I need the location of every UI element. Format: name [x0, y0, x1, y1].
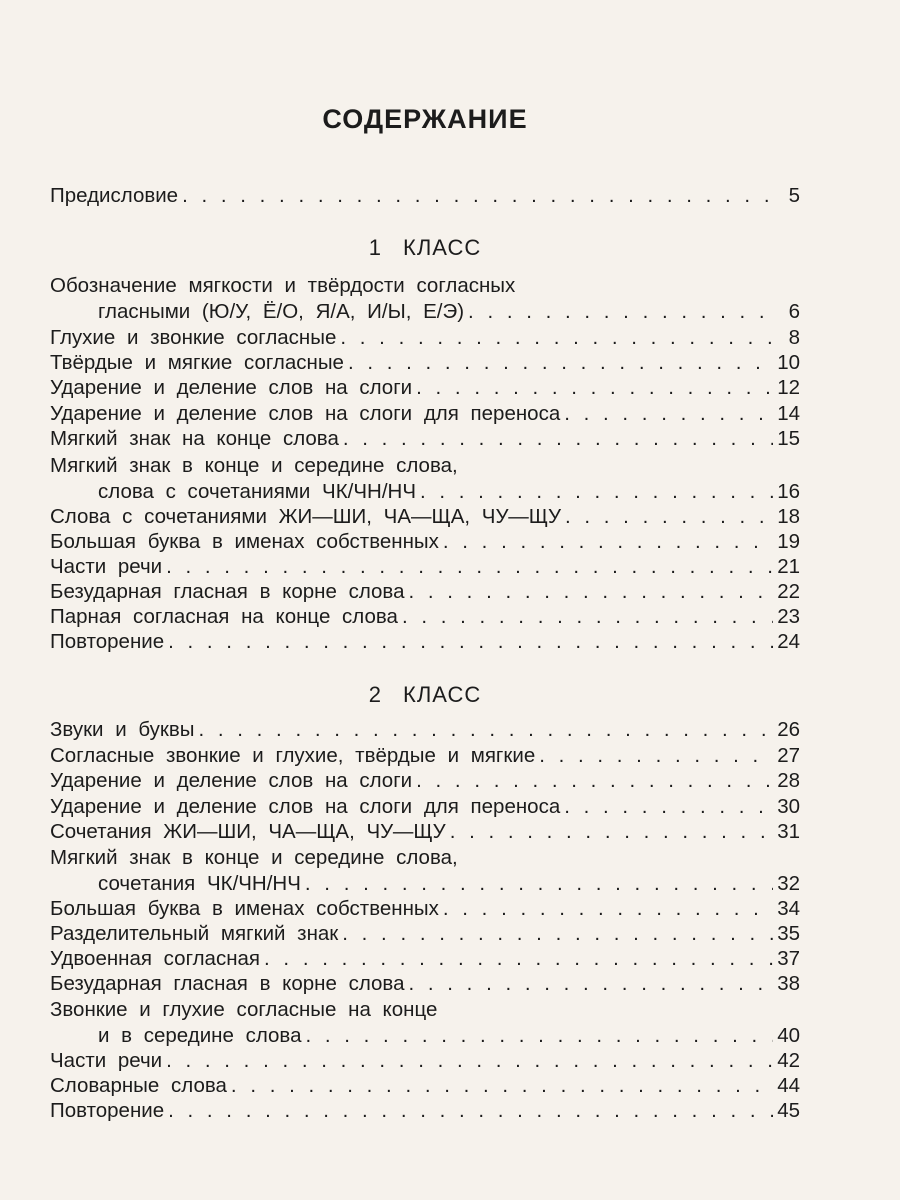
- entry-first-line: Мягкий знак в конце и середине слова,: [50, 846, 458, 869]
- dot-leader: [409, 972, 774, 996]
- toc-entry: [50, 580, 800, 604]
- entry-page: 30: [777, 795, 800, 818]
- entry-page: 15: [777, 427, 800, 450]
- dot-leader: [231, 1074, 773, 1098]
- entry-label: Ударение и деление слов на слоги для переноса: [50, 795, 561, 818]
- entry-label: сочетания ЧК/ЧН/НЧ: [98, 872, 301, 895]
- entry-label: и в середине слова: [98, 1024, 302, 1047]
- entry-page: 5: [788, 184, 800, 207]
- toc-entry: [50, 402, 800, 426]
- entry-page: 12: [777, 376, 800, 399]
- entry-first-line: Мягкий знак в конце и середине слова,: [50, 454, 458, 477]
- entry-page: 16: [777, 480, 800, 503]
- toc-entry: [50, 480, 800, 504]
- toc-entry: [50, 300, 800, 324]
- entry-label: Разделительный мягкий знак: [50, 922, 339, 945]
- dot-leader: [305, 1024, 773, 1048]
- dot-leader: [348, 351, 773, 375]
- entry-page: 42: [777, 1049, 800, 1072]
- entry-page: 21: [777, 555, 800, 578]
- entry-label: Безударная гласная в корне слова: [50, 972, 405, 995]
- toc-entry: [50, 630, 800, 654]
- entry-label: Ударение и деление слов на слоги для переноса: [50, 402, 561, 425]
- entry-page: 14: [777, 402, 800, 425]
- dot-leader: [416, 376, 773, 400]
- entry-page: 45: [777, 1099, 800, 1122]
- toc-entry: [50, 947, 800, 971]
- entry-page: 22: [777, 580, 800, 603]
- entry-page: 18: [777, 505, 800, 528]
- toc-entry: [50, 795, 800, 819]
- entry-label: Безударная гласная в корне слова: [50, 580, 405, 603]
- entry-label: Ударение и деление слов на слоги: [50, 376, 413, 399]
- entry-label: Ударение и деление слов на слоги: [50, 769, 413, 792]
- entry-label: Повторение: [50, 1099, 165, 1122]
- toc-entry: [50, 326, 800, 350]
- toc-entry: [50, 922, 800, 946]
- entry-page: 24: [777, 630, 800, 653]
- dot-leader: [166, 1049, 773, 1073]
- dot-leader: [166, 555, 773, 579]
- entry-label: Повторение: [50, 630, 165, 653]
- dot-leader: [182, 184, 778, 208]
- entry-page: 6: [788, 300, 800, 323]
- toc-entry: [50, 1024, 800, 1048]
- entry-label: Твёрдые и мягкие согласные: [50, 351, 344, 374]
- toc-entry: [50, 1049, 800, 1073]
- entry-page: 28: [777, 769, 800, 792]
- entry-page: 23: [777, 605, 800, 628]
- entry-first-line: Звонкие и глухие согласные на конце: [50, 998, 438, 1021]
- toc-entry: [50, 820, 800, 844]
- toc-entry: [50, 897, 800, 921]
- toc-entry: [50, 872, 800, 896]
- toc-entry: [50, 1099, 800, 1123]
- toc-entry: [50, 505, 800, 529]
- entry-page: 38: [777, 972, 800, 995]
- entry-page: 44: [777, 1074, 800, 1097]
- entry-label: Части речи: [50, 1049, 163, 1072]
- dot-leader: [564, 402, 773, 426]
- entry-label: Мягкий знак на конце слова: [50, 427, 339, 450]
- entry-page: 8: [788, 326, 800, 349]
- dot-leader: [305, 872, 773, 896]
- toc-entry: [50, 744, 800, 768]
- page-title: СОДЕРЖАНИЕ: [322, 104, 528, 134]
- entry-label: Удвоенная согласная: [50, 947, 261, 970]
- entry-label: Большая буква в именах собственных: [50, 897, 439, 920]
- toc-entry: [50, 555, 800, 579]
- dot-leader: [402, 605, 773, 629]
- toc-entry: [50, 427, 800, 451]
- toc-entry: [50, 769, 800, 793]
- entry-page: 40: [777, 1024, 800, 1047]
- dot-leader: [450, 820, 774, 844]
- entry-page: 10: [777, 351, 800, 374]
- dot-leader: [198, 718, 773, 742]
- entry-label: Словарные слова: [50, 1074, 227, 1097]
- entry-first-line: Обозначение мягкости и твёрдости согласных: [50, 274, 516, 297]
- dot-leader: [443, 530, 773, 554]
- entry-page: 32: [777, 872, 800, 895]
- dot-leader: [340, 326, 778, 350]
- entry-label: Согласные звонкие и глухие, твёрдые и мягкие: [50, 744, 536, 767]
- toc-entry: [50, 972, 800, 996]
- toc-entry: [50, 376, 800, 400]
- entry-label: слова с сочетаниями ЧК/ЧН/НЧ: [98, 480, 416, 503]
- entry-page: 37: [777, 947, 800, 970]
- dot-leader: [468, 300, 778, 324]
- entry-page: 35: [777, 922, 800, 945]
- dot-leader: [420, 480, 773, 504]
- dot-leader: [539, 744, 773, 768]
- entry-label: Части речи: [50, 555, 163, 578]
- toc-entry: [50, 351, 800, 375]
- dot-leader: [343, 427, 773, 451]
- entry-page: 31: [777, 820, 800, 843]
- entry-page: 34: [777, 897, 800, 920]
- entry-label: гласными (Ю/У, Ё/О, Я/А, И/Ы, Е/Э): [98, 300, 465, 323]
- section-heading-class-2: 2 КЛАСС: [368, 682, 482, 707]
- entry-label: Звуки и буквы: [50, 718, 195, 741]
- dot-leader: [564, 795, 773, 819]
- entry-label: Глухие и звонкие согласные: [50, 326, 337, 349]
- toc-entry: [50, 1074, 800, 1098]
- dot-leader: [168, 1099, 773, 1123]
- dot-leader: [264, 947, 773, 971]
- entry-label: Парная согласная на конце слова: [50, 605, 398, 628]
- entry-page: 27: [777, 744, 800, 767]
- section-heading-class-1: 1 КЛАСС: [368, 235, 482, 260]
- dot-leader: [409, 580, 774, 604]
- toc-entry-preface: [50, 184, 800, 208]
- entry-label: Сочетания ЖИ—ШИ, ЧА—ЩА, ЧУ—ЩУ: [50, 820, 446, 843]
- entry-page: 26: [777, 718, 800, 741]
- dot-leader: [416, 769, 773, 793]
- dot-leader: [168, 630, 773, 654]
- entry-label: Большая буква в именах собственных: [50, 530, 439, 553]
- entry-label: Предисловие: [50, 184, 179, 207]
- dot-leader: [565, 505, 773, 529]
- toc-entry: [50, 718, 800, 742]
- dot-leader: [342, 922, 773, 946]
- entry-label: Слова с сочетаниями ЖИ—ШИ, ЧА—ЩА, ЧУ—ЩУ: [50, 505, 561, 528]
- entry-page: 19: [777, 530, 800, 553]
- toc-entry: [50, 530, 800, 554]
- toc-entry: [50, 605, 800, 629]
- dot-leader: [443, 897, 773, 921]
